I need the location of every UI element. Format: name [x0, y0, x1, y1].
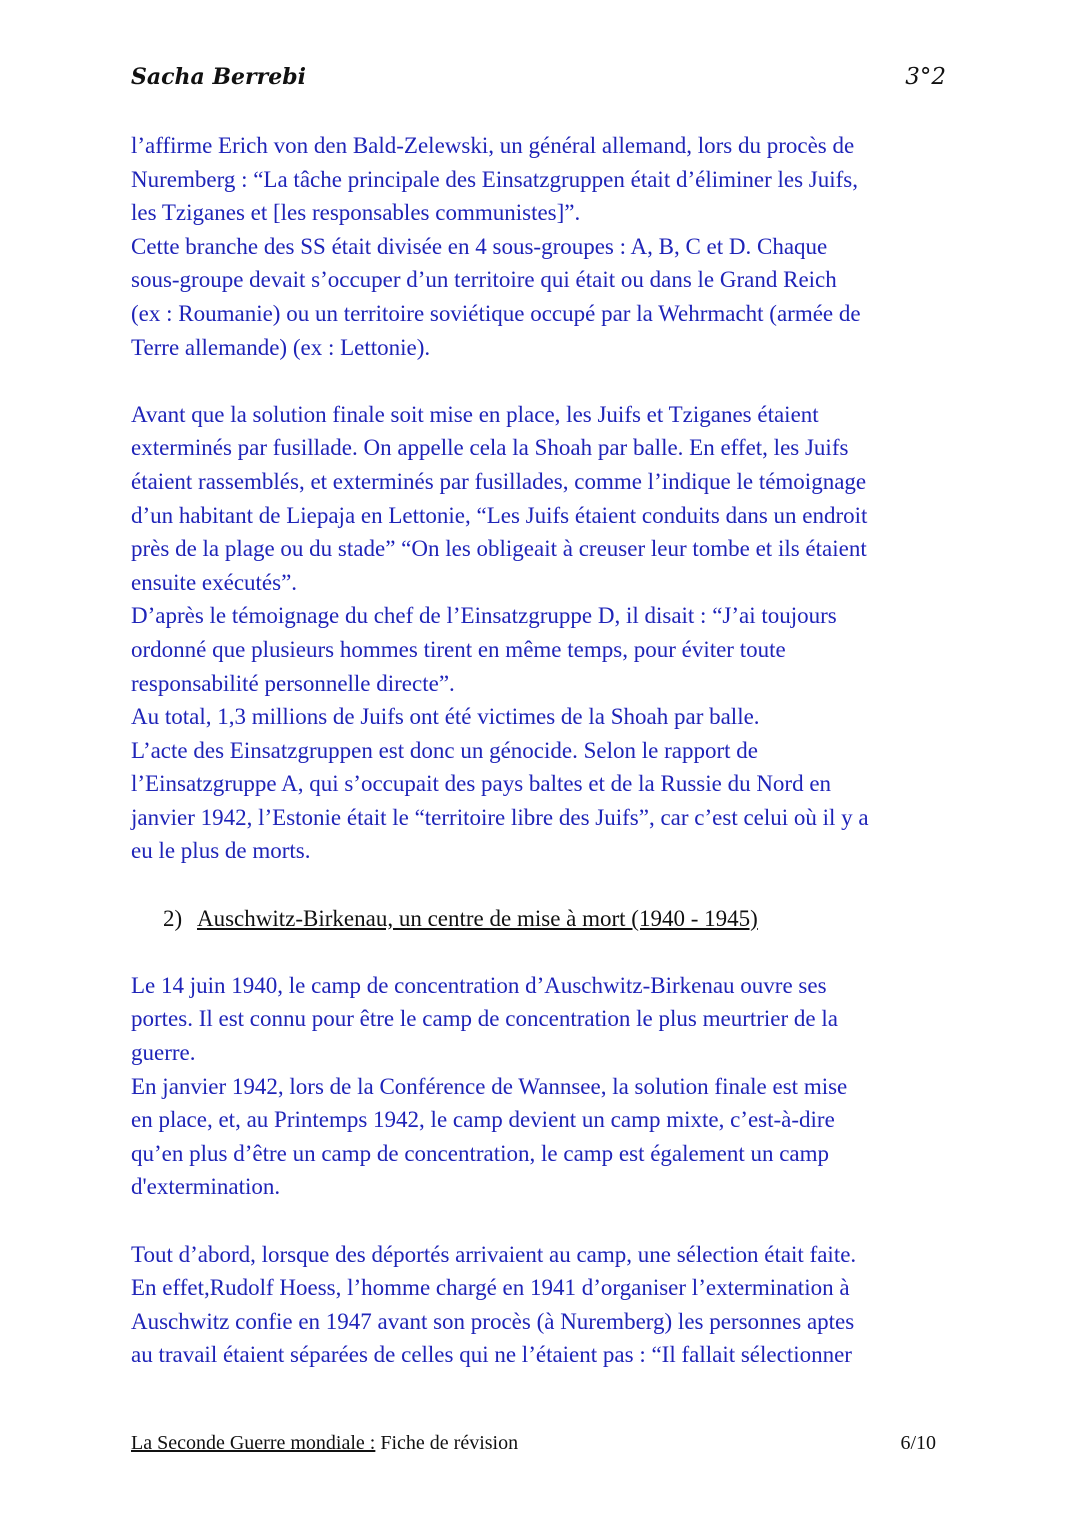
footer-subtitle: Fiche de révision [380, 1432, 519, 1454]
text-line: qu’en plus d’être un camp de concentration, le camp est également un camp [131, 1140, 830, 1166]
text-line: sous-groupe devait s’occuper d’un territoire qui était ou dans le Grand Reich [131, 267, 837, 293]
author-name: Sacha Berrebi [131, 64, 306, 90]
text-line: au travail étaient séparées de celles qui ne l’étaient pas : “Il fallait sélectionner [131, 1342, 852, 1368]
text-line: Le 14 juin 1940, le camp de concentration d’Auschwitz-Birkenau ouvre ses [131, 972, 827, 998]
text-line: l’affirme Erich von den Bald-Zelewski, un général allemand, lors du procès de [131, 133, 855, 158]
paragraph-auschwitz [131, 969, 946, 1204]
text-line: ensuite exécutés”. [131, 569, 298, 595]
section-title: Auschwitz-Birkenau, un centre de mise à mort (1940 - 1945) [197, 905, 758, 931]
text-line: eu le plus de morts. [131, 838, 311, 864]
text-line: Nuremberg : “La tâche principale des Einsatzgruppen était d’éliminer les Juifs, [131, 166, 859, 192]
text-line: ordonné que plusieurs hommes tirent en même temps, pour éviter toute [131, 636, 786, 662]
text-line: près de la plage ou du stade” “On les obligeait à creuser leur tombe et ils étaient [131, 536, 867, 562]
text-line: En janvier 1942, lors de la Conférence de Wannsee, la solution finale est mise [131, 1073, 848, 1099]
text-line: Auschwitz confie en 1947 avant son procès (à Nuremberg) les personnes aptes [131, 1308, 855, 1334]
page-footer [131, 1432, 936, 1455]
text-line: L’acte des Einsatzgruppen est donc un génocide. Selon le rapport de [131, 737, 758, 763]
text-line: guerre. [131, 1040, 196, 1066]
text-line: (ex : Roumanie) ou un territoire soviétique occupé par la Wehrmacht (armée de [131, 300, 861, 326]
text-line: Avant que la solution finale soit mise en place, les Juifs et Tziganes étaient [131, 401, 819, 427]
text-line: janvier 1942, l’Estonie était le “territoire libre des Juifs”, car c’est celui où il y a [131, 804, 869, 830]
text-line: en place, et, au Printemps 1942, le camp devient un camp mixte, c’est-à-dire [131, 1107, 835, 1133]
document-body [131, 129, 946, 1372]
text-line: Tout d’abord, lorsque des déportés arrivaient au camp, une sélection était faite. [131, 1241, 857, 1267]
text-line: Terre allemande) (ex : Lettonie). [131, 334, 431, 360]
text-line: Au total, 1,3 millions de Juifs ont été victimes de la Shoah par balle. [131, 704, 760, 730]
text-line: d’un habitant de Liepaja en Lettonie, “Les Juifs étaient conduits dans un endroit [131, 502, 868, 528]
text-line: étaient rassemblés, et exterminés par fusillades, comme l’indique le témoignage [131, 468, 867, 494]
text-line: En effet,Rudolf Hoess, l’homme chargé en 1941 d’organiser l’extermination à [131, 1275, 850, 1301]
section-number: 2) [163, 905, 183, 931]
text-line: d'extermination. [131, 1174, 281, 1200]
text-line: portes. Il est connu pour être le camp de concentration le plus meurtrier de la [131, 1006, 838, 1032]
text-line: exterminés par fusillade. On appelle cela la Shoah par balle. En effet, les Juifs [131, 435, 849, 461]
text-line: les Tziganes et [les responsables communistes]”. [131, 200, 581, 226]
paragraph-shoah-par-balle [131, 398, 946, 868]
section-heading [131, 902, 946, 936]
class-label: 3°2 [905, 64, 946, 90]
text-line: D’après le témoignage du chef de l’Einsatzgruppe D, il disait : “J’ai toujours [131, 603, 837, 629]
paragraph-selection [131, 1238, 946, 1372]
page-header [131, 64, 946, 104]
text-line: Cette branche des SS était divisée en 4 sous-groupes : A, B, C et D. Chaque [131, 233, 828, 259]
text-line: l’Einsatzgruppe A, qui s’occupait des pays baltes et de la Russie du Nord en [131, 771, 832, 797]
page-number: 6/10 [900, 1432, 936, 1454]
footer-title: La Seconde Guerre mondiale : [131, 1432, 376, 1454]
text-line: responsabilité personnelle directe”. [131, 670, 455, 696]
paragraph-einsatzgruppen [131, 129, 946, 364]
